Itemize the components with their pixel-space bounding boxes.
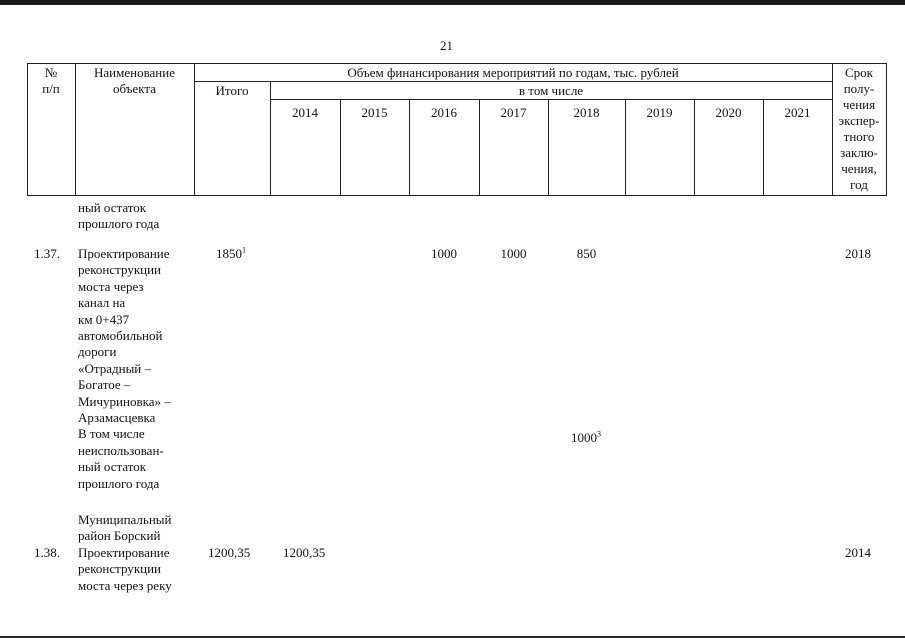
row-1-37-2017: 1000 (500, 246, 527, 261)
row-1-37-name: Проектирование реконструкции моста через канал на км 0+437 автомобильной дороги «Отрадный – Богатое – Мичуриновка» – Арзамасцевка В том числе неиспользован- ный остаток прошлого года (78, 246, 171, 491)
header-financing: Объем финансирования мероприятий по годам, тыс. рублей (347, 65, 679, 80)
header-including: в том числе (518, 83, 584, 98)
row-1-38-2014: 1200,35 (283, 545, 326, 560)
header-total: Итого (215, 83, 249, 98)
bottom-border (0, 636, 905, 638)
header-year-2021: 2021 (784, 105, 811, 120)
top-border (0, 0, 905, 5)
section-borsky-district: Муниципальный район Борский (78, 512, 172, 544)
header-year-2018: 2018 (573, 105, 600, 120)
carryover-name: ный остаток прошлого года (78, 200, 160, 232)
row-1-38-term: 2014 (845, 545, 871, 560)
header-year-2016: 2016 (431, 105, 457, 120)
row-1-37-2016: 1000 (431, 246, 457, 261)
row-1-37-2018-unused-balance: 1000$^3$ (571, 429, 601, 445)
header-object-name: Наименование объекта (94, 65, 175, 96)
header-year-2020: 2020 (715, 105, 742, 120)
header-year-2015: 2015 (361, 105, 388, 120)
header-year-2014: 2014 (292, 105, 318, 120)
header-year-2017: 2017 (500, 105, 527, 120)
header-number: № п/п (42, 65, 60, 96)
row-1-38-total: 1200,35 (208, 545, 251, 560)
row-1-37-number: 1.37. (34, 246, 60, 261)
row-1-38-number: 1.38. (34, 545, 60, 560)
row-1-37-2018: 850 (576, 246, 597, 261)
row-1-37-total: 1850$^1$ (216, 245, 246, 261)
row-1-38-name: Проектирование реконструкции моста через реку (78, 545, 172, 593)
page-number: 21 (440, 38, 453, 53)
header-term: Срок полу- чения экспер- тного заклю- чения, год (838, 65, 880, 192)
row-1-37-term: 2018 (845, 246, 871, 261)
header-year-2019: 2019 (646, 105, 673, 120)
